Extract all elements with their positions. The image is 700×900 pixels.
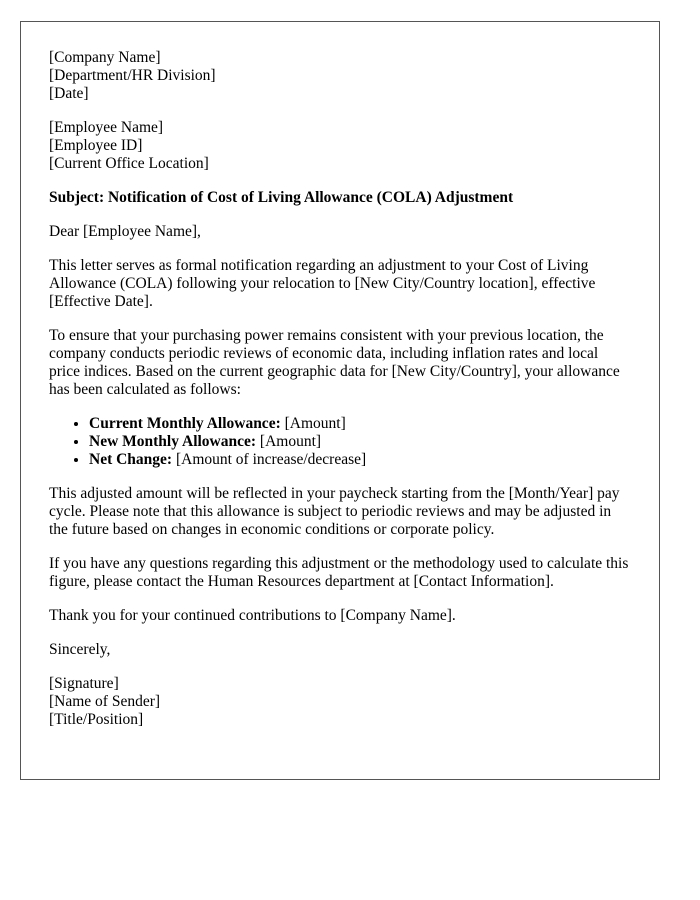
letter-date: [Date] [49,85,89,102]
signature: [Signature] [49,675,119,692]
sender-address-block [49,49,631,103]
intro-paragraph: This letter serves as formal notification regarding an adjustment to your Cost of Living Allowance (COLA) following your relocation to [New City/Country location], effective [Effective Date]. [49,257,596,310]
office-location: [Current Office Location] [49,155,209,172]
list-item [89,451,631,469]
allowance-item-label: Current Monthly Allowance: [89,415,281,432]
subject-line: Subject: Notification of Cost of Living Allowance (COLA) Adjustment [49,189,514,206]
list-item [89,415,631,433]
purpose-paragraph: To ensure that your purchasing power remains consistent with your previous location, the company conducts periodic reviews of economic data, including inflation rates and local price indices. Based on the current geographic data for [New City/Country], your allowance has been calculated as follows: [49,327,620,398]
department-name: [Department/HR Division] [49,67,216,84]
sender-name: [Name of Sender] [49,693,161,710]
list-item [89,433,631,451]
questions-paragraph: If you have any questions regarding this adjustment or the methodology used to calculate this figure, please contact the Human Resources department at [Contact Information]. [49,555,629,590]
company-name: [Company Name] [49,49,161,66]
employee-name: [Employee Name] [49,119,164,136]
effective-paragraph: This adjusted amount will be reflected in your paycheck starting from the [Month/Year] pay cycle. Please note that this allowance is subject to periodic reviews and may be adjusted in the future based on changes in economic conditions or corporate policy. [49,485,620,538]
allowance-item-label: Net Change: [89,451,173,468]
allowance-item-value: [Amount] [280,415,346,432]
recipient-address-block [49,119,631,173]
thanks-paragraph: Thank you for your continued contributions to [Company Name]. [49,607,456,624]
allowance-item-value: [Amount of increase/decrease] [172,451,367,468]
salutation: Dear [Employee Name], [49,223,201,240]
allowance-item-label: New Monthly Allowance: [89,433,257,450]
allowance-list [49,415,631,469]
allowance-item-value: [Amount] [256,433,322,450]
employee-id: [Employee ID] [49,137,143,154]
sender-title: [Title/Position] [49,711,144,728]
letter-container [20,21,660,780]
closing: Sincerely, [49,641,111,658]
signature-block [49,675,631,729]
